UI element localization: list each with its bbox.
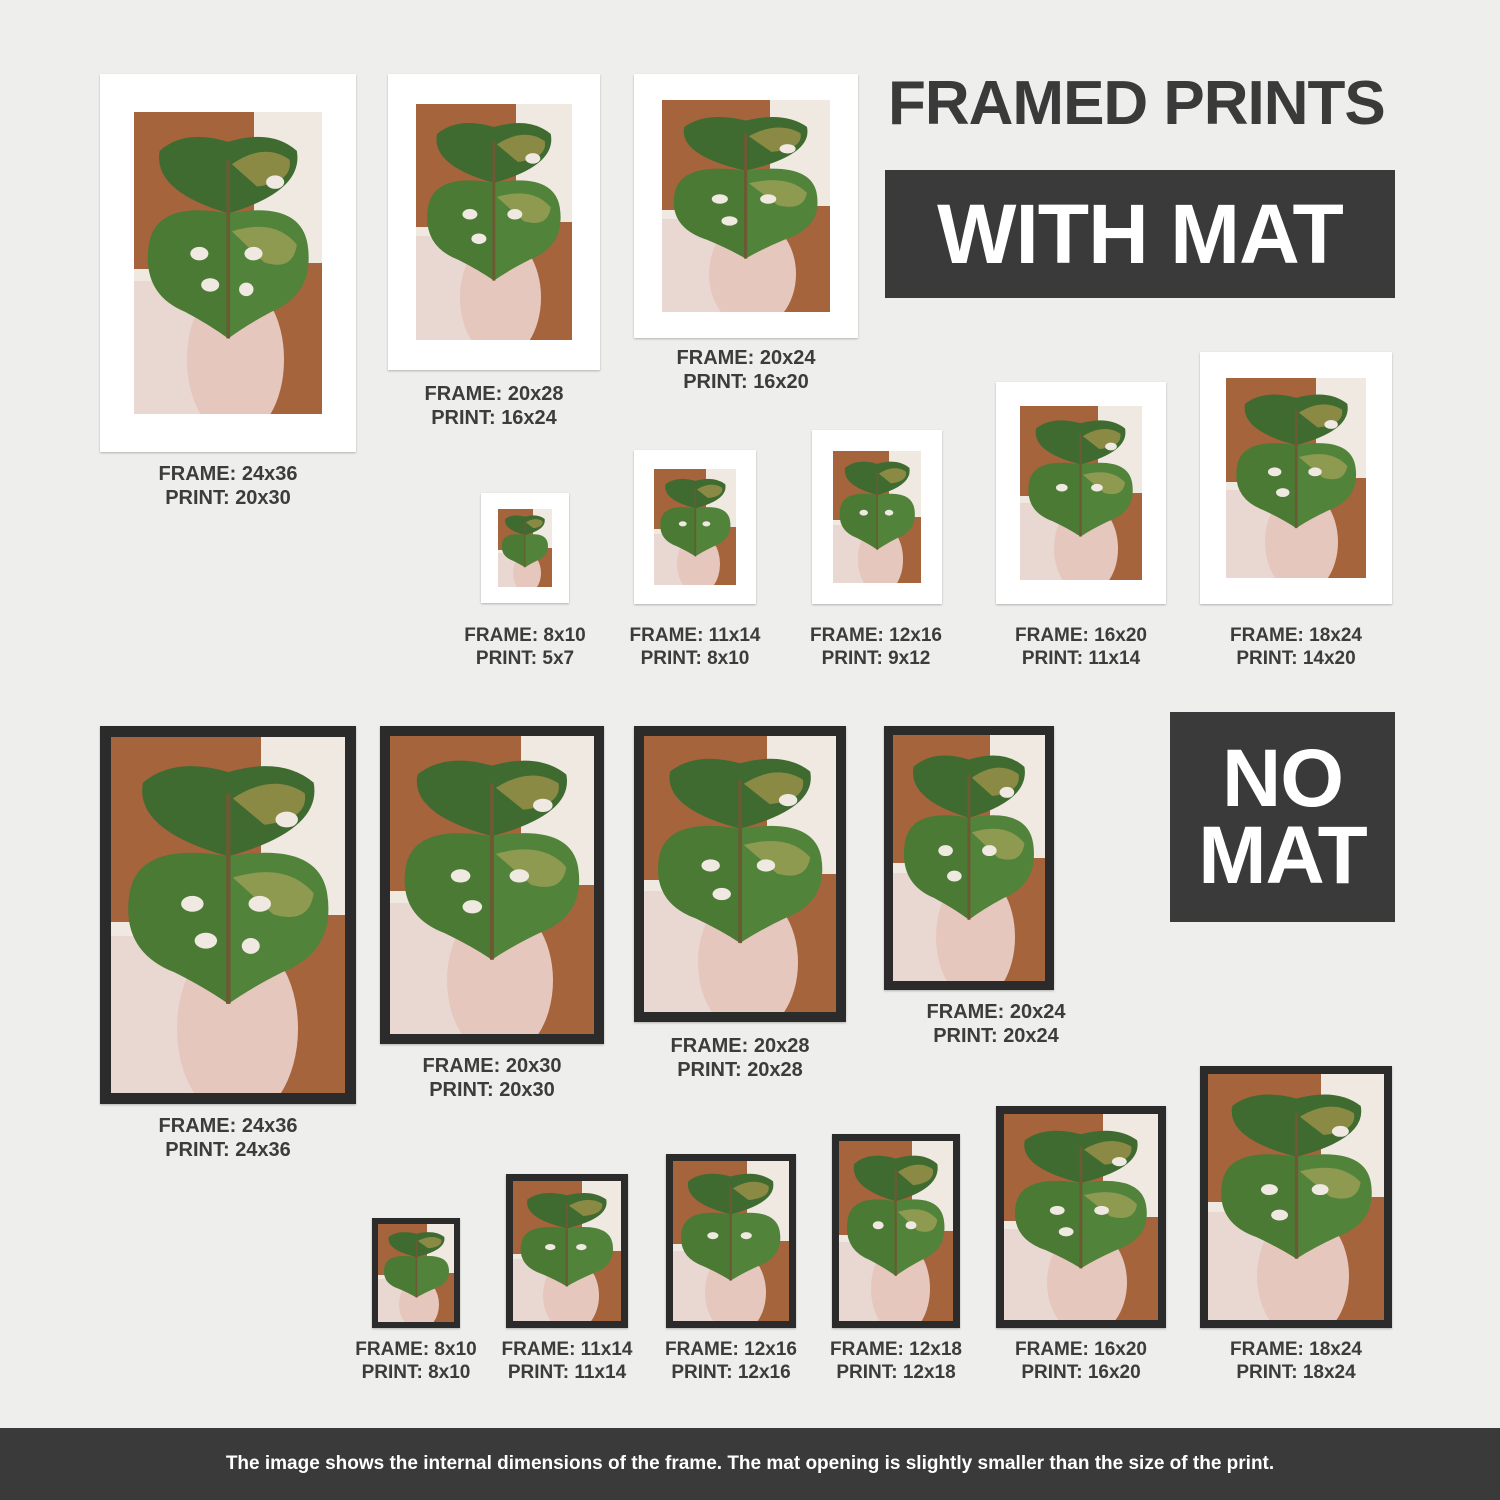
monstera-leaf-icon	[841, 1148, 950, 1281]
frame-size-label: FRAME: 8x10	[355, 1339, 477, 1360]
caption-no-mat-20x28	[614, 1034, 866, 1083]
frame-size-label: FRAME: 20x24	[676, 347, 816, 369]
print-size-label: PRINT: 8x10	[640, 648, 750, 670]
page-title: FRAMED PRINTS	[888, 69, 1385, 138]
monstera-leaf-icon	[1022, 413, 1139, 542]
caption-no-mat-18x24	[1226, 1338, 1366, 1384]
print-size-label: PRINT: 11x14	[1021, 648, 1141, 670]
with-mat-banner: WITH MAT	[885, 170, 1395, 298]
frame-no-mat-12x16[interactable]	[666, 1154, 796, 1328]
frame-no-mat-24x36[interactable]	[100, 726, 356, 1104]
artwork	[378, 1224, 454, 1322]
frame-size-label: FRAME: 20x28	[670, 1035, 810, 1057]
monstera-leaf-icon	[835, 456, 919, 554]
frame-no-mat-8x10[interactable]	[372, 1218, 460, 1328]
monstera-leaf-icon	[656, 474, 735, 560]
monstera-leaf-icon	[896, 745, 1042, 927]
frame-size-label: FRAME: 8x10	[464, 625, 586, 646]
artwork	[644, 736, 836, 1012]
caption-with-mat-18x24	[1226, 624, 1366, 670]
print-size-label: PRINT: 14x20	[1236, 648, 1356, 670]
frame-with-mat-20x28[interactable]	[388, 74, 600, 370]
monstera-leaf-icon	[138, 124, 318, 347]
frame-with-mat-12x16[interactable]	[812, 430, 942, 604]
print-size-label: PRINT: 24x36	[165, 1139, 291, 1162]
print-size-label: PRINT: 20x30	[165, 487, 291, 510]
artwork	[416, 104, 572, 340]
frame-size-label: FRAME: 11x14	[629, 625, 761, 646]
frame-size-label: FRAME: 12x18	[830, 1339, 962, 1360]
print-size-label: PRINT: 16x24	[431, 407, 557, 430]
monstera-leaf-icon	[1212, 1084, 1381, 1266]
print-size-label: PRINT: 16x20	[683, 371, 809, 394]
print-size-label: PRINT: 20x30	[429, 1079, 555, 1102]
frame-with-mat-8x10[interactable]	[481, 493, 569, 603]
monstera-leaf-icon	[380, 1228, 453, 1301]
caption-with-mat-20x24	[620, 346, 872, 395]
monstera-leaf-icon	[675, 1167, 786, 1285]
artwork	[833, 451, 921, 583]
caption-no-mat-12x18	[826, 1338, 966, 1384]
footer-note: The image shows the internal dimensions of the frame. The mat opening is slightly smaller than the size of the print.	[0, 1428, 1500, 1500]
frame-no-mat-16x20[interactable]	[996, 1106, 1166, 1328]
caption-no-mat-11x14	[497, 1338, 637, 1384]
frame-no-mat-20x30[interactable]	[380, 726, 604, 1044]
print-size-label: PRINT: 8x10	[361, 1362, 471, 1384]
monstera-leaf-icon	[1007, 1122, 1155, 1274]
monstera-leaf-icon	[394, 748, 590, 969]
frame-size-label: FRAME: 16x20	[1015, 625, 1147, 646]
artwork	[134, 112, 322, 414]
artwork	[654, 469, 736, 585]
caption-no-mat-20x24	[870, 1000, 1122, 1049]
artwork	[1020, 406, 1142, 580]
frame-size-label: FRAME: 12x16	[665, 1339, 797, 1360]
artwork	[390, 736, 594, 1034]
monstera-leaf-icon	[1229, 386, 1363, 534]
frame-size-label: FRAME: 24x36	[158, 1115, 298, 1137]
print-size-label: PRINT: 16x20	[1021, 1362, 1141, 1384]
caption-with-mat-24x36	[100, 462, 356, 511]
artwork	[839, 1141, 953, 1321]
caption-with-mat-16x20	[1011, 624, 1151, 670]
monstera-leaf-icon	[419, 113, 569, 288]
caption-with-mat-20x28	[368, 382, 620, 431]
artwork	[893, 735, 1045, 981]
caption-no-mat-8x10	[344, 1338, 488, 1384]
caption-no-mat-20x30	[366, 1054, 618, 1103]
monstera-leaf-icon	[116, 751, 341, 1014]
print-size-label: PRINT: 20x28	[677, 1059, 803, 1082]
frame-with-mat-20x24[interactable]	[634, 74, 858, 338]
frame-with-mat-11x14[interactable]	[634, 450, 756, 604]
artwork	[513, 1181, 621, 1321]
caption-no-mat-16x20	[1011, 1338, 1151, 1384]
no-mat-line-1: NO	[1222, 732, 1343, 824]
print-size-label: PRINT: 18x24	[1236, 1362, 1356, 1384]
print-size-label: PRINT: 12x18	[836, 1362, 956, 1384]
frame-no-mat-12x18[interactable]	[832, 1134, 960, 1328]
monstera-leaf-icon	[665, 108, 826, 265]
caption-no-mat-12x16	[661, 1338, 801, 1384]
print-size-label: PRINT: 12x16	[671, 1362, 791, 1384]
frame-with-mat-16x20[interactable]	[996, 382, 1166, 604]
caption-with-mat-11x14	[625, 624, 765, 670]
frame-with-mat-18x24[interactable]	[1200, 352, 1392, 604]
frame-size-label: FRAME: 16x20	[1015, 1339, 1147, 1360]
artwork	[111, 737, 345, 1093]
monstera-leaf-icon	[499, 512, 551, 570]
caption-with-mat-8x10	[463, 624, 587, 670]
artwork	[1226, 378, 1366, 578]
artwork	[498, 509, 552, 587]
frame-no-mat-20x24[interactable]	[884, 726, 1054, 990]
print-size-label: PRINT: 11x14	[507, 1362, 627, 1384]
caption-with-mat-12x16	[806, 624, 946, 670]
print-size-label: PRINT: 9x12	[821, 648, 931, 670]
frame-size-label: FRAME: 20x30	[422, 1055, 562, 1077]
no-mat-banner	[1170, 712, 1395, 922]
monstera-leaf-icon	[515, 1187, 619, 1291]
artwork	[1004, 1114, 1158, 1320]
frame-with-mat-24x36[interactable]	[100, 74, 356, 452]
frame-no-mat-11x14[interactable]	[506, 1174, 628, 1328]
frame-size-label: FRAME: 20x24	[926, 1001, 1066, 1023]
artwork	[662, 100, 830, 312]
artwork	[673, 1161, 789, 1321]
no-mat-line-2: MAT	[1198, 810, 1367, 901]
caption-no-mat-24x36	[100, 1114, 356, 1163]
frame-no-mat-18x24[interactable]	[1200, 1066, 1392, 1328]
print-size-label: PRINT: 20x24	[933, 1025, 1059, 1048]
frame-size-label: FRAME: 18x24	[1230, 625, 1362, 646]
artwork	[1208, 1074, 1384, 1320]
monstera-leaf-icon	[648, 747, 832, 951]
frame-size-label: FRAME: 18x24	[1230, 1339, 1362, 1360]
frame-size-label: FRAME: 20x28	[424, 383, 564, 405]
print-size-label: PRINT: 5x7	[475, 648, 575, 670]
frame-no-mat-20x28[interactable]	[634, 726, 846, 1022]
frame-size-label: FRAME: 24x36	[158, 463, 298, 485]
frame-size-label: FRAME: 11x14	[501, 1339, 633, 1360]
frame-size-label: FRAME: 12x16	[810, 625, 942, 646]
